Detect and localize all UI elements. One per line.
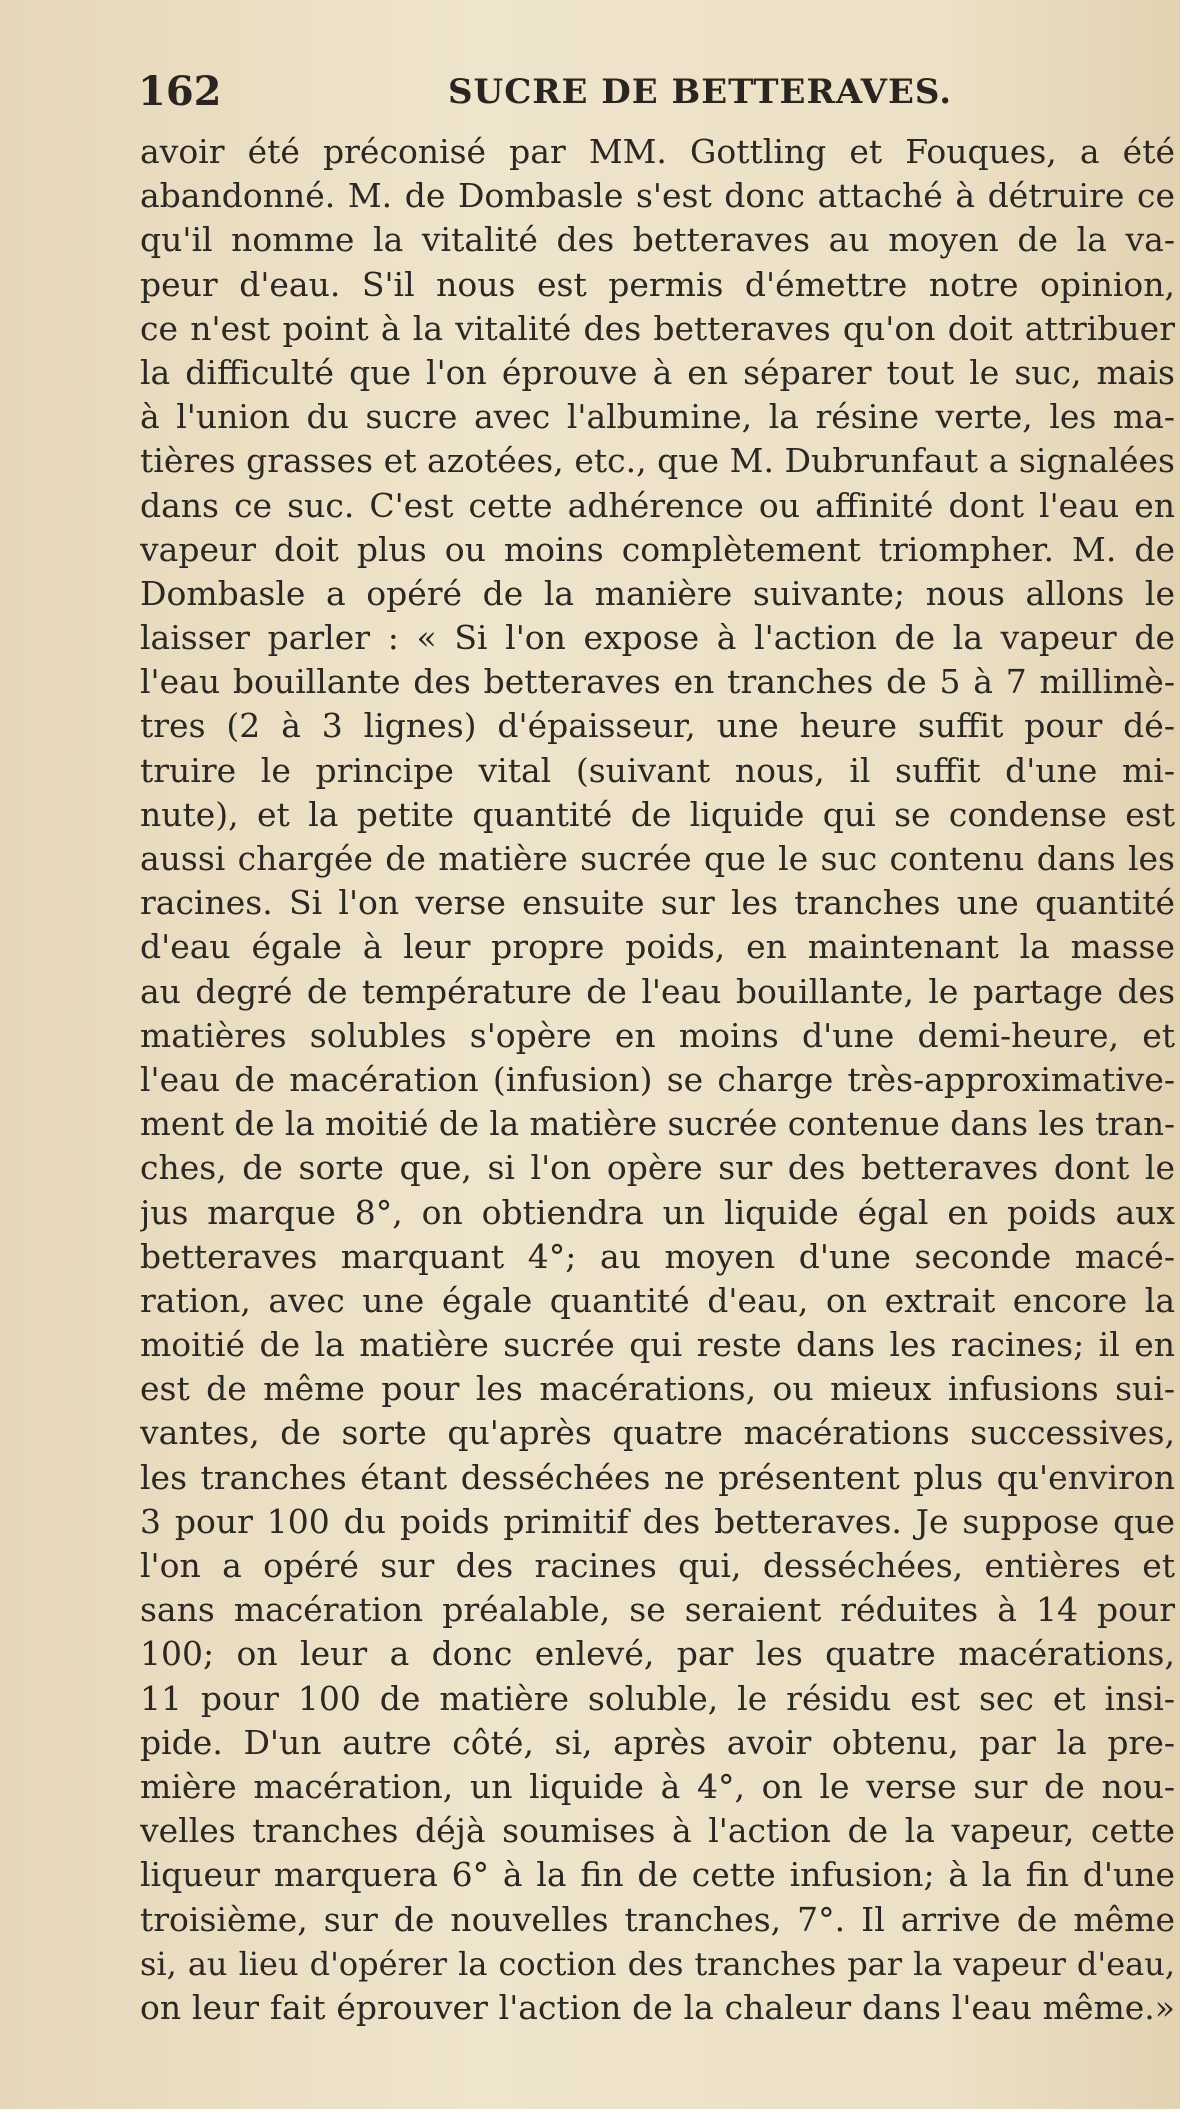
text-line: ches, de sorte que, si l'on opère sur des betteraves dont le bbox=[140, 1148, 1175, 1188]
text-line: qu'il nomme la vitalité des betteraves au moyen de la va- bbox=[140, 220, 1175, 260]
running-title: SUCRE DE BETTERAVES. bbox=[448, 72, 953, 112]
text-line: jus marque 8°, on obtiendra un liquide égal en poids aux bbox=[140, 1192, 1175, 1232]
text-line: si, au lieu d'opérer la coction des tranches par la vapeur d'eau, bbox=[140, 1944, 1175, 1983]
text-line: 3 pour 100 du poids primitif des betteraves. Je suppose que bbox=[140, 1501, 1175, 1541]
text-line: truire le principe vital (suivant nous, il suffit d'une mi- bbox=[140, 750, 1175, 790]
text-line: avoir été préconisé par MM. Gottling et Fouques, a été bbox=[140, 132, 1175, 171]
text-line: l'on a opéré sur des racines qui, desséchées, entières et bbox=[140, 1546, 1175, 1585]
text-line: au degré de température de l'eau bouillante, le partage des bbox=[140, 971, 1175, 1011]
text-line: d'eau égale à leur propre poids, en maintenant la masse bbox=[140, 927, 1175, 967]
text-line: 11 pour 100 de matière soluble, le résidu est sec et insi- bbox=[140, 1678, 1175, 1718]
page-header bbox=[138, 68, 1150, 118]
text-line: on leur fait éprouver l'action de la chaleur dans l'eau même.» bbox=[140, 1987, 1175, 2027]
text-line: nute), et la petite quantité de liquide qui se condense est bbox=[140, 794, 1175, 834]
text-line: la difficulté que l'on éprouve à en séparer tout le suc, mais bbox=[140, 352, 1175, 392]
text-line: matières solubles s'opère en moins d'une demi-heure, et bbox=[140, 1015, 1175, 1055]
text-line: tres (2 à 3 lignes) d'épaisseur, une heure suffit pour dé- bbox=[140, 706, 1175, 746]
page-number: 162 bbox=[138, 68, 222, 115]
text-line: dans ce suc. C'est cette adhérence ou affinité dont l'eau en bbox=[140, 485, 1175, 525]
text-line: troisième, sur de nouvelles tranches, 7°. Il arrive de même bbox=[140, 1899, 1175, 1939]
text-line: vantes, de sorte qu'après quatre macérations successives, bbox=[140, 1413, 1175, 1453]
text-line: pide. D'un autre côté, si, après avoir obtenu, par la pre- bbox=[140, 1722, 1175, 1762]
text-line: tières grasses et azotées, etc., que M. Dubrunfaut a signalées bbox=[140, 441, 1175, 481]
text-line: 100; on leur a donc enlevé, par les quatre macérations, bbox=[140, 1634, 1175, 1674]
text-line: laisser parler : « Si l'on expose à l'action de la vapeur de bbox=[140, 618, 1175, 658]
text-line: aussi chargée de matière sucrée que le suc contenu dans les bbox=[140, 839, 1175, 878]
text-line: moitié de la matière sucrée qui reste dans les racines; il en bbox=[140, 1325, 1175, 1365]
text-line: l'eau de macération (infusion) se charge très-approximative- bbox=[140, 1059, 1175, 1099]
text-line: ration, avec une égale quantité d'eau, on extrait encore la bbox=[140, 1280, 1175, 1320]
text-line: les tranches étant desséchées ne présentent plus qu'environ bbox=[140, 1457, 1175, 1497]
text-line: Dombasle a opéré de la manière suivante; nous allons le bbox=[140, 573, 1175, 613]
text-line: est de même pour les macérations, ou mieux infusions sui- bbox=[140, 1369, 1175, 1409]
text-line: à l'union du sucre avec l'albumine, la résine verte, les ma- bbox=[140, 397, 1175, 437]
text-line: ment de la moitié de la matière sucrée contenue dans les tran- bbox=[140, 1105, 1175, 1144]
text-line: betteraves marquant 4°; au moyen d'une seconde macé- bbox=[140, 1236, 1175, 1276]
text-line: abandonné. M. de Dombasle s'est donc attaché à détruire ce bbox=[140, 176, 1175, 216]
text-line: ce n'est point à la vitalité des betteraves qu'on doit attribuer bbox=[140, 308, 1175, 348]
text-line: l'eau bouillante des betteraves en tranches de 5 à 7 millimè- bbox=[140, 662, 1175, 702]
body-text bbox=[140, 130, 1175, 2030]
text-line: mière macération, un liquide à 4°, on le verse sur de nou- bbox=[140, 1766, 1175, 1806]
text-line: velles tranches déjà soumises à l'action de la vapeur, cette bbox=[140, 1811, 1175, 1851]
text-line: peur d'eau. S'il nous est permis d'émettre notre opinion, bbox=[140, 264, 1175, 304]
text-line: racines. Si l'on verse ensuite sur les tranches une quantité bbox=[140, 883, 1175, 923]
text-line: sans macération préalable, se seraient réduites à 14 pour bbox=[140, 1590, 1175, 1630]
text-line: vapeur doit plus ou moins complètement triompher. M. de bbox=[140, 529, 1175, 569]
text-line: liqueur marquera 6° à la fin de cette infusion; à la fin d'une bbox=[140, 1855, 1175, 1895]
